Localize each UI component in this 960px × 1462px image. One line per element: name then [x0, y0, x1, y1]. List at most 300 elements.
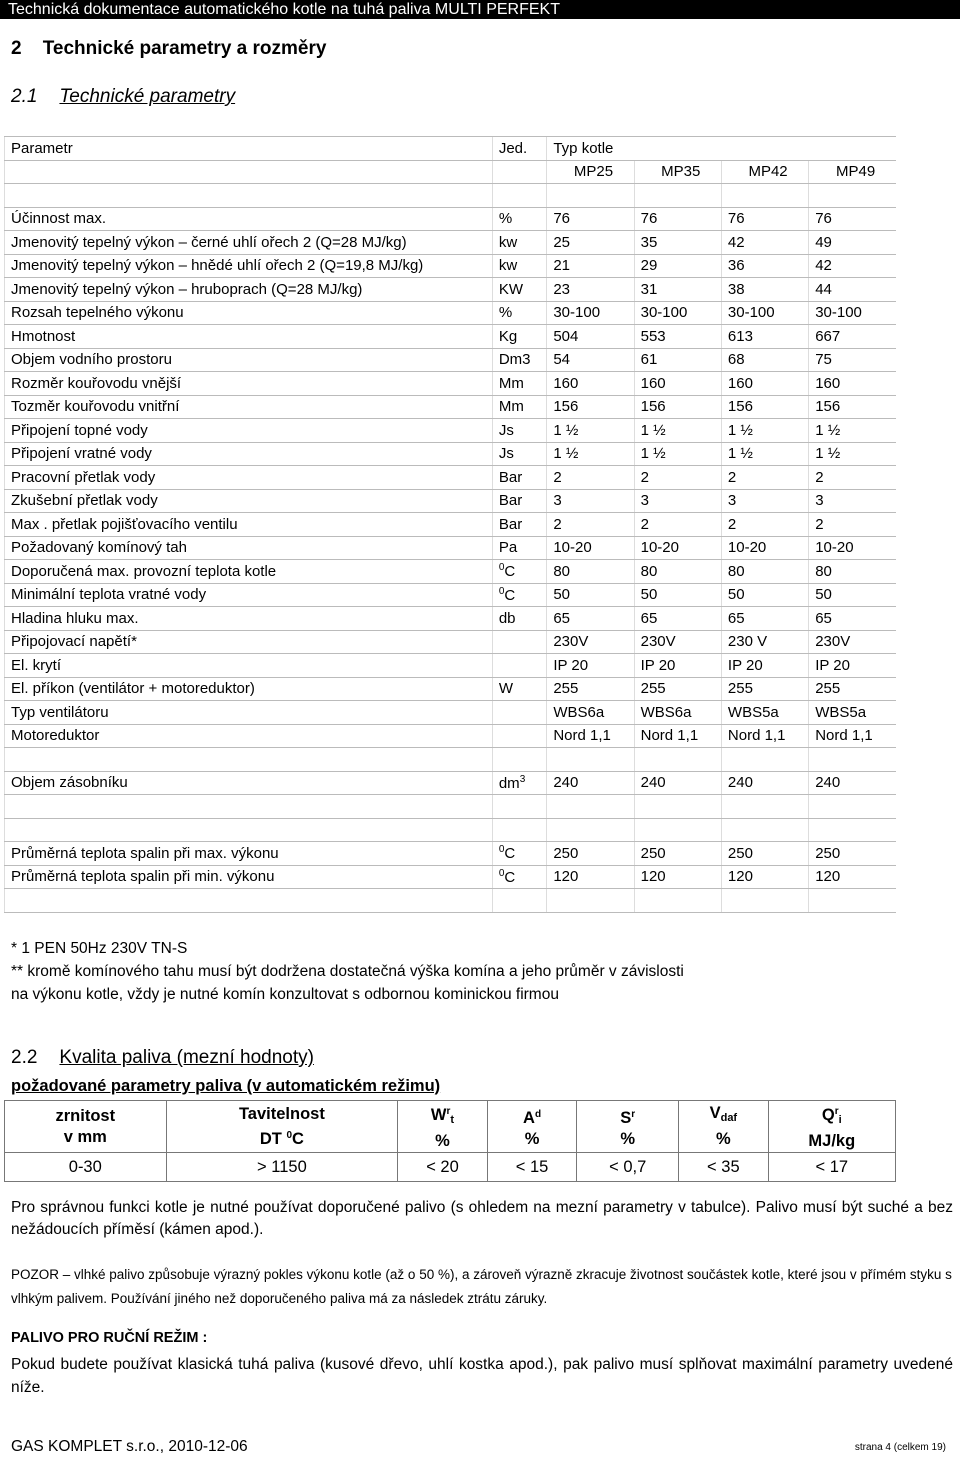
param-value: 255 [721, 677, 808, 701]
fuel-header-line1 [577, 1104, 678, 1129]
model-name: MP35 [634, 160, 721, 184]
unit-cell [492, 442, 547, 466]
spacer-cell [634, 795, 721, 819]
param-label: Průměrná teplota spalin při min. výkonu [5, 865, 493, 889]
table-row [5, 278, 897, 302]
param-value: 156 [721, 395, 808, 419]
param-value: 10-20 [547, 536, 634, 560]
param-value: 2 [721, 466, 808, 490]
unit-text: Pa [498, 539, 518, 557]
table-row [5, 630, 897, 654]
fuel-symbol-sup: r [834, 1106, 839, 1117]
param-label: Rozsah tepelného výkonu [5, 301, 493, 325]
param-value: 65 [721, 607, 808, 631]
param-label: Hladina hluku max. [5, 607, 493, 631]
unit-text: Bar [498, 468, 523, 486]
param-value: WBS5a [721, 701, 808, 725]
param-value: 613 [721, 325, 808, 349]
param-value: 36 [721, 254, 808, 278]
param-value: 230V [547, 630, 634, 654]
param-value: 250 [809, 842, 896, 866]
table-row [5, 654, 897, 678]
param-value: 1 ½ [721, 442, 808, 466]
param-value: 76 [547, 207, 634, 231]
param-label: El. příkon (ventilátor + motoreduktor) [5, 677, 493, 701]
fuel-column-header [577, 1101, 679, 1153]
unit-text: Kg [498, 327, 518, 345]
fuel-header-line1: Tavitelnost [238, 1104, 325, 1123]
parameters-table [4, 136, 896, 913]
param-value: IP 20 [809, 654, 896, 678]
spacer-cell [492, 795, 547, 819]
note-2a: ** kromě komínového tahu musí být dodržena dostatečná výška komína a jeho průměr v závislosti [11, 963, 684, 980]
param-value: 553 [634, 325, 721, 349]
unit-cell [492, 701, 547, 725]
fuel-symbol-sup: r [631, 1108, 636, 1120]
fuel-unit-b: C [292, 1129, 304, 1148]
param-value: 68 [721, 348, 808, 372]
param-value: 35 [634, 231, 721, 255]
param-value: 42 [809, 254, 896, 278]
unit-cell [492, 325, 547, 349]
param-value: 30-100 [547, 301, 634, 325]
spacer-cell [721, 795, 808, 819]
spacer-cell [5, 795, 493, 819]
table-row [5, 207, 897, 231]
model-name: MP25 [547, 160, 634, 184]
table-row-flue [5, 865, 897, 889]
spacer-cell [547, 184, 634, 208]
spacer-cell [721, 184, 808, 208]
unit-text: C [504, 563, 516, 581]
param-value: 160 [547, 372, 634, 396]
param-value: 65 [809, 607, 896, 631]
unit-cell [492, 865, 547, 889]
spacer-row [5, 795, 897, 819]
param-label: Průměrná teplota spalin při max. výkonu [5, 842, 493, 866]
fuel-value: < 17 [768, 1153, 895, 1182]
param-value: 2 [809, 466, 896, 490]
spacer-cell [809, 818, 896, 842]
param-value: 65 [634, 607, 721, 631]
param-value: 80 [809, 560, 896, 584]
footer-company: GAS KOMPLET s.r.o., 2010-12-06 [11, 1438, 248, 1455]
param-value: 255 [809, 677, 896, 701]
param-value: 50 [809, 583, 896, 607]
header-boiler-type: Typ kotle [547, 137, 896, 161]
param-value: 2 [721, 513, 808, 537]
fuel-value: 0-30 [5, 1153, 167, 1182]
param-value: IP 20 [721, 654, 808, 678]
spacer-cell [809, 184, 896, 208]
unit-cell [492, 771, 547, 795]
fuel-unit-a: DT [259, 1129, 287, 1148]
param-value: 25 [547, 231, 634, 255]
unit-cell [492, 607, 547, 631]
unit-text: Dm3 [498, 351, 531, 369]
fuel-column-header [398, 1101, 488, 1153]
unit-cell [492, 466, 547, 490]
unit-cell [492, 301, 547, 325]
spacer-row [5, 889, 897, 913]
fuel-column-header [679, 1101, 769, 1153]
param-value: 230 V [721, 630, 808, 654]
unit-superscript: 3 [519, 773, 526, 785]
unit-text: kw [498, 233, 518, 251]
table-row [5, 607, 897, 631]
paragraph-manual-mode: Pokud budete používat klasická tuhá paliva (kusové dřevo, uhlí kostka apod.), pak palivo musí splňovat maximální parametry uvedené níže. [11, 1356, 953, 1396]
param-value: 50 [721, 583, 808, 607]
spacer-cell [547, 795, 634, 819]
param-value: 240 [721, 771, 808, 795]
unit-text: C [504, 845, 516, 863]
param-value: IP 20 [547, 654, 634, 678]
note-2b: na výkonu kotle, vždy je nutné komín konzultovat s odbornou kominickou firmou [11, 986, 559, 1003]
table-row-flue [5, 842, 897, 866]
param-value: 120 [721, 865, 808, 889]
unit-superscript: 0 [498, 867, 505, 879]
spacer-cell [721, 889, 808, 913]
fuel-symbol-sub: t [450, 1114, 455, 1126]
table-row [5, 536, 897, 560]
unit-text: C [504, 586, 516, 604]
unit-cell [492, 630, 547, 654]
manual-mode-heading: PALIVO PRO RUČNÍ REŽIM : [11, 1330, 208, 1346]
param-label: Připojovací napětí* [5, 630, 493, 654]
table-row [5, 442, 897, 466]
param-value: 120 [634, 865, 721, 889]
param-value: 75 [809, 348, 896, 372]
note-1: * 1 PEN 50Hz 230V TN-S [11, 940, 188, 957]
param-value: 30-100 [809, 301, 896, 325]
spacer-row [5, 748, 897, 772]
fuel-symbol: A [523, 1108, 535, 1127]
param-value: 80 [721, 560, 808, 584]
header-unit: Jed. [492, 137, 547, 161]
param-value: 76 [721, 207, 808, 231]
unit-cell [492, 560, 547, 584]
param-value: 250 [634, 842, 721, 866]
param-label: Připojení topné vody [5, 419, 493, 443]
param-value: 230V [809, 630, 896, 654]
fuel-table-heading: požadované parametry paliva (v automatickém režimu) [11, 1077, 441, 1095]
fuel-column-header [487, 1101, 577, 1153]
footer-page: strana 4 (celkem 19) [854, 1442, 946, 1453]
table-row [5, 301, 897, 325]
unit-superscript: 0 [498, 562, 505, 574]
table-row [5, 513, 897, 537]
model-name: MP49 [809, 160, 896, 184]
fuel-header-line2 [167, 1125, 398, 1150]
param-value: 10-20 [721, 536, 808, 560]
spacer-cell [547, 818, 634, 842]
spacer-row [5, 184, 897, 208]
spacer-cell [5, 748, 493, 772]
table-row [5, 701, 897, 725]
spacer-cell [809, 795, 896, 819]
spacer-cell [809, 889, 896, 913]
fuel-symbol: Q [821, 1106, 835, 1124]
subsection-number: 2.1 [11, 86, 38, 107]
table-row [5, 583, 897, 607]
unit-text: Mm [498, 398, 524, 416]
param-value: 54 [547, 348, 634, 372]
param-value: 31 [634, 278, 721, 302]
empty-cell [5, 160, 493, 184]
param-value: IP 20 [634, 654, 721, 678]
fuel-column-header [166, 1101, 398, 1153]
subsection-title-text: Technické parametry [59, 86, 236, 107]
param-value: 120 [809, 865, 896, 889]
fuel-header-line2: % [620, 1129, 636, 1148]
paragraph-fuel-recommendation: Pro správnou funkci kotle je nutné používat doporučené palivo (s ohledem na mezní parametry v tabulce). Palivo musí být suché a bez nežádoucích příměsí (kámen apod.). [11, 1199, 953, 1238]
param-value: 1 ½ [547, 419, 634, 443]
fuel-header-line1 [488, 1104, 577, 1129]
unit-text: kw [498, 257, 518, 275]
fuel-value: < 0,7 [577, 1153, 679, 1182]
param-value: 1 ½ [809, 442, 896, 466]
param-value: 80 [634, 560, 721, 584]
unit-text: db [498, 609, 516, 627]
fuel-header-line1 [769, 1101, 895, 1131]
param-value: 29 [634, 254, 721, 278]
param-value: 156 [809, 395, 896, 419]
param-label: Připojení vratné vody [5, 442, 493, 466]
unit-cell [492, 654, 547, 678]
param-value: 250 [547, 842, 634, 866]
param-value: 160 [809, 372, 896, 396]
fuel-symbol-sup: d [534, 1108, 542, 1120]
unit-text: Bar [498, 515, 523, 533]
unit-text: dm [498, 774, 520, 792]
spacer-cell [547, 889, 634, 913]
param-value: WBS6a [634, 701, 721, 725]
param-value: 23 [547, 278, 634, 302]
section-title [11, 38, 326, 60]
fuel-header-line1: zrnitost [55, 1106, 116, 1125]
spacer-cell [5, 818, 493, 842]
spacer-cell [492, 748, 547, 772]
param-value: 255 [634, 677, 721, 701]
unit-cell [492, 254, 547, 278]
spacer-cell [634, 748, 721, 772]
param-value: 667 [809, 325, 896, 349]
unit-text: W [498, 680, 514, 698]
fuel-value: < 20 [398, 1153, 488, 1182]
fuel-header-line2: MJ/kg [808, 1132, 856, 1150]
param-value: Nord 1,1 [721, 724, 808, 748]
param-label: Jmenovitý tepelný výkon – hruboprach (Q=28 MJ/kg) [5, 278, 493, 302]
model-name: MP42 [721, 160, 808, 184]
spacer-cell [809, 748, 896, 772]
table-row [5, 419, 897, 443]
table-row-storage [5, 771, 897, 795]
footer [11, 1438, 946, 1456]
spacer-row [5, 818, 897, 842]
param-value: 80 [547, 560, 634, 584]
param-value: 1 ½ [547, 442, 634, 466]
param-value: 2 [809, 513, 896, 537]
param-label: Tozměr kouřovodu vnitřní [5, 395, 493, 419]
unit-cell [492, 207, 547, 231]
param-value: 3 [809, 489, 896, 513]
param-label: Objem vodního prostoru [5, 348, 493, 372]
fuel-table [4, 1100, 896, 1182]
unit-cell [492, 677, 547, 701]
spacer-cell [721, 748, 808, 772]
param-label: Motoreduktor [5, 724, 493, 748]
table-row [5, 395, 897, 419]
table-row [5, 560, 897, 584]
param-value: 76 [634, 207, 721, 231]
param-value: 44 [809, 278, 896, 302]
table-row [5, 724, 897, 748]
table-row [5, 231, 897, 255]
unit-text: Bar [498, 492, 523, 510]
param-value: Nord 1,1 [547, 724, 634, 748]
fuel-symbol: W [430, 1106, 447, 1124]
param-value: 2 [634, 513, 721, 537]
param-label: Typ ventilátoru [5, 701, 493, 725]
unit-text: Js [498, 421, 514, 439]
unit-text: Js [498, 445, 514, 463]
param-value: Nord 1,1 [634, 724, 721, 748]
param-value: 30-100 [634, 301, 721, 325]
spacer-cell [634, 818, 721, 842]
param-value: 3 [547, 489, 634, 513]
param-value: 240 [547, 771, 634, 795]
param-value: WBS6a [547, 701, 634, 725]
spacer-cell [492, 818, 547, 842]
unit-superscript: 0 [498, 844, 505, 856]
param-value: WBS5a [809, 701, 896, 725]
param-value: 10-20 [809, 536, 896, 560]
param-value: 255 [547, 677, 634, 701]
subsection-2-2-number: 2.2 [11, 1047, 38, 1068]
unit-superscript: 0 [498, 585, 505, 597]
fuel-symbol-sup: r [446, 1106, 451, 1117]
param-value: 61 [634, 348, 721, 372]
param-value: 504 [547, 325, 634, 349]
subsection-2-2 [11, 1047, 314, 1069]
spacer-cell [634, 889, 721, 913]
param-value: 2 [547, 513, 634, 537]
param-value: 65 [547, 607, 634, 631]
unit-cell [492, 395, 547, 419]
fuel-unit-sup: 0 [286, 1129, 293, 1141]
fuel-symbol: V [709, 1104, 721, 1122]
table-row [5, 254, 897, 278]
spacer-cell [5, 184, 493, 208]
spacer-cell [492, 889, 547, 913]
fuel-header-line2: v mm [63, 1127, 107, 1146]
param-value: 3 [721, 489, 808, 513]
param-value: 76 [809, 207, 896, 231]
unit-cell [492, 513, 547, 537]
param-value: 50 [634, 583, 721, 607]
table-row [5, 677, 897, 701]
unit-cell [492, 419, 547, 443]
unit-cell [492, 231, 547, 255]
fuel-header-line1 [398, 1101, 487, 1131]
fuel-column-header [768, 1101, 895, 1153]
param-label: Účinnost max. [5, 207, 493, 231]
unit-cell [492, 372, 547, 396]
fuel-header-line2: % [716, 1130, 731, 1148]
param-label: Jmenovitý tepelný výkon – hnědé uhlí ořech 2 (Q=19,8 MJ/kg) [5, 254, 493, 278]
section-title-text: Technické parametry a rozměry [42, 38, 327, 59]
subsection-2-2-title: Kvalita paliva (mezní hodnoty) [59, 1047, 314, 1068]
param-label: Jmenovitý tepelný výkon – černé uhlí ořech 2 (Q=28 MJ/kg) [5, 231, 493, 255]
spacer-cell [547, 748, 634, 772]
param-value: 30-100 [721, 301, 808, 325]
unit-cell [492, 583, 547, 607]
section-number: 2 [11, 38, 22, 59]
param-value: 2 [634, 466, 721, 490]
unit-cell [492, 536, 547, 560]
param-value: 250 [721, 842, 808, 866]
param-value: 49 [809, 231, 896, 255]
paragraph-warning: POZOR – vlhké palivo způsobuje výrazný pokles výkonu kotle (až o 50 %), a zároveň výrazně zkracuje životnost součástek kotle, které jsou v přímém styku s vlhkým palivem. Používání jiného než doporučeného paliva má za následek ztrátu záruky. [11, 1267, 952, 1306]
unit-text: KW [498, 280, 524, 298]
unit-cell [492, 724, 547, 748]
fuel-value: < 15 [487, 1153, 577, 1182]
fuel-column-header [5, 1101, 167, 1153]
table-row [5, 348, 897, 372]
param-label: Zkušební přetlak vody [5, 489, 493, 513]
param-value: 120 [547, 865, 634, 889]
document-header: Technická dokumentace automatického kotle na tuhá paliva MULTI PERFEKT [0, 0, 960, 19]
spacer-cell [634, 184, 721, 208]
param-label: El. krytí [5, 654, 493, 678]
unit-cell [492, 348, 547, 372]
table-header-row [5, 137, 897, 161]
fuel-symbol-sub: daf [720, 1112, 738, 1124]
spacer-cell [5, 889, 493, 913]
unit-cell [492, 842, 547, 866]
param-label: Minimální teplota vratné vody [5, 583, 493, 607]
fuel-value: < 35 [679, 1153, 769, 1182]
fuel-header-line2: % [435, 1132, 450, 1150]
param-value: Nord 1,1 [809, 724, 896, 748]
param-value: 240 [634, 771, 721, 795]
param-value: 230V [634, 630, 721, 654]
param-value: 1 ½ [721, 419, 808, 443]
param-value: 42 [721, 231, 808, 255]
spacer-cell [721, 818, 808, 842]
param-value: 3 [634, 489, 721, 513]
empty-cell [492, 160, 547, 184]
param-label: Rozměr kouřovodu vnější [5, 372, 493, 396]
table-models-row [5, 160, 897, 184]
fuel-header-line1 [679, 1103, 768, 1129]
unit-cell [492, 278, 547, 302]
table-row [5, 489, 897, 513]
param-label: Hmotnost [5, 325, 493, 349]
param-value: 10-20 [634, 536, 721, 560]
param-value: 1 ½ [634, 442, 721, 466]
param-value: 160 [721, 372, 808, 396]
table-row [5, 372, 897, 396]
header-parameter: Parametr [5, 137, 493, 161]
param-value: 50 [547, 583, 634, 607]
param-label: Pracovní přetlak vody [5, 466, 493, 490]
param-value: 240 [809, 771, 896, 795]
fuel-symbol: S [620, 1108, 632, 1127]
param-value: 38 [721, 278, 808, 302]
fuel-header-line2: % [524, 1129, 540, 1148]
unit-text: % [498, 304, 513, 322]
